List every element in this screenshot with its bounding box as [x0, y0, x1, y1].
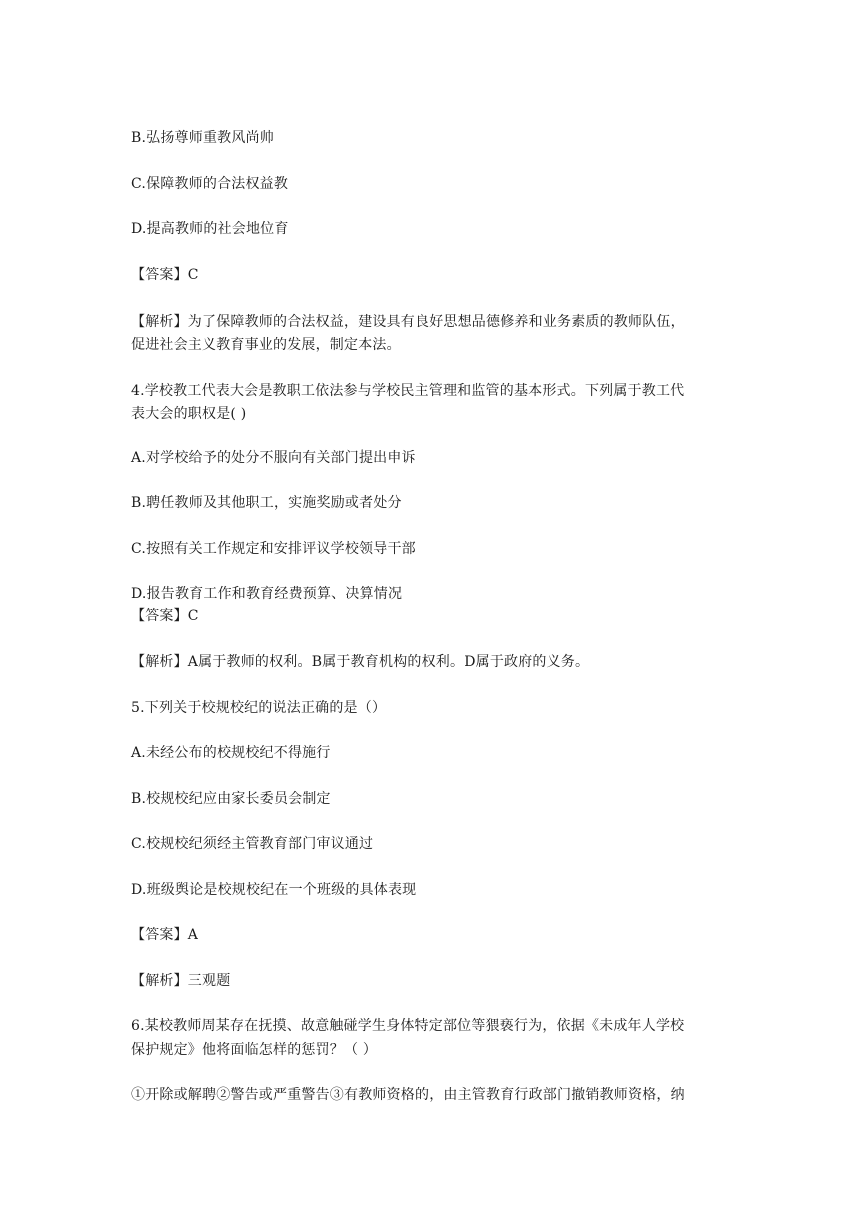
q3-answer: 【答案】C [131, 267, 199, 283]
q6-question-line2: 保护规定》他将面临怎样的惩罚？（ ） [131, 1042, 378, 1058]
q3-option-d: D.提高教师的社会地位育 [131, 221, 289, 237]
q4-option-d: D.报告教育工作和教育经费预算、决算情况 [131, 586, 403, 602]
q4-option-b: B.聘任教师及其他职工，实施奖励或者处分 [131, 495, 402, 511]
q3-option-c: C.保障教师的合法权益教 [131, 176, 289, 192]
q4-option-c: C.按照有关工作规定和安排评议学校领导干部 [131, 541, 416, 557]
q4-question-line2: 表大会的职权是( ) [131, 406, 247, 422]
q5-answer: 【答案】A [131, 927, 199, 943]
q5-analysis: 【解析】三观题 [131, 973, 231, 989]
q5-option-b: B.校规校纪应由家长委员会制定 [131, 791, 331, 807]
q5-option-d: D.班级舆论是校规校纪在一个班级的具体表现 [131, 882, 417, 898]
q5-option-a: A.未经公布的校规校纪不得施行 [131, 745, 331, 761]
q3-analysis-line1: 【解析】为了保障教师的合法权益，建设具有良好思想品德修养和业务素质的教师队伍， [131, 314, 685, 330]
q4-analysis: 【解析】A属于教师的权利。B属于教育机构的权利。D属于政府的义务。 [131, 654, 590, 670]
q6-question-line1: 6.某校教师周某存在抚摸、故意触碰学生身体特定部位等猥亵行为，依据《未成年人学校 [131, 1018, 685, 1034]
q4-answer: 【答案】C [131, 608, 199, 624]
q6-options-line1: ①开除或解聘②警告或严重警告③有教师资格的，由主管教育行政部门撤销教师资格，纳 [131, 1087, 685, 1103]
q5-question: 5.下列关于校规校纪的说法正确的是（） [131, 700, 387, 716]
q5-option-c: C.校规校纪须经主管教育部门审议通过 [131, 836, 374, 852]
q3-analysis-line2: 促进社会主义教育事业的发展，制定本法。 [131, 337, 401, 353]
q3-option-b: B.弘扬尊师重教风尚帅 [131, 130, 274, 146]
q4-question-line1: 4.学校教工代表大会是教职工依法参与学校民主管理和监管的基本形式。下列属于教工代 [131, 383, 685, 399]
q4-option-a: A.对学校给予的处分不服向有关部门提出申诉 [131, 450, 416, 466]
